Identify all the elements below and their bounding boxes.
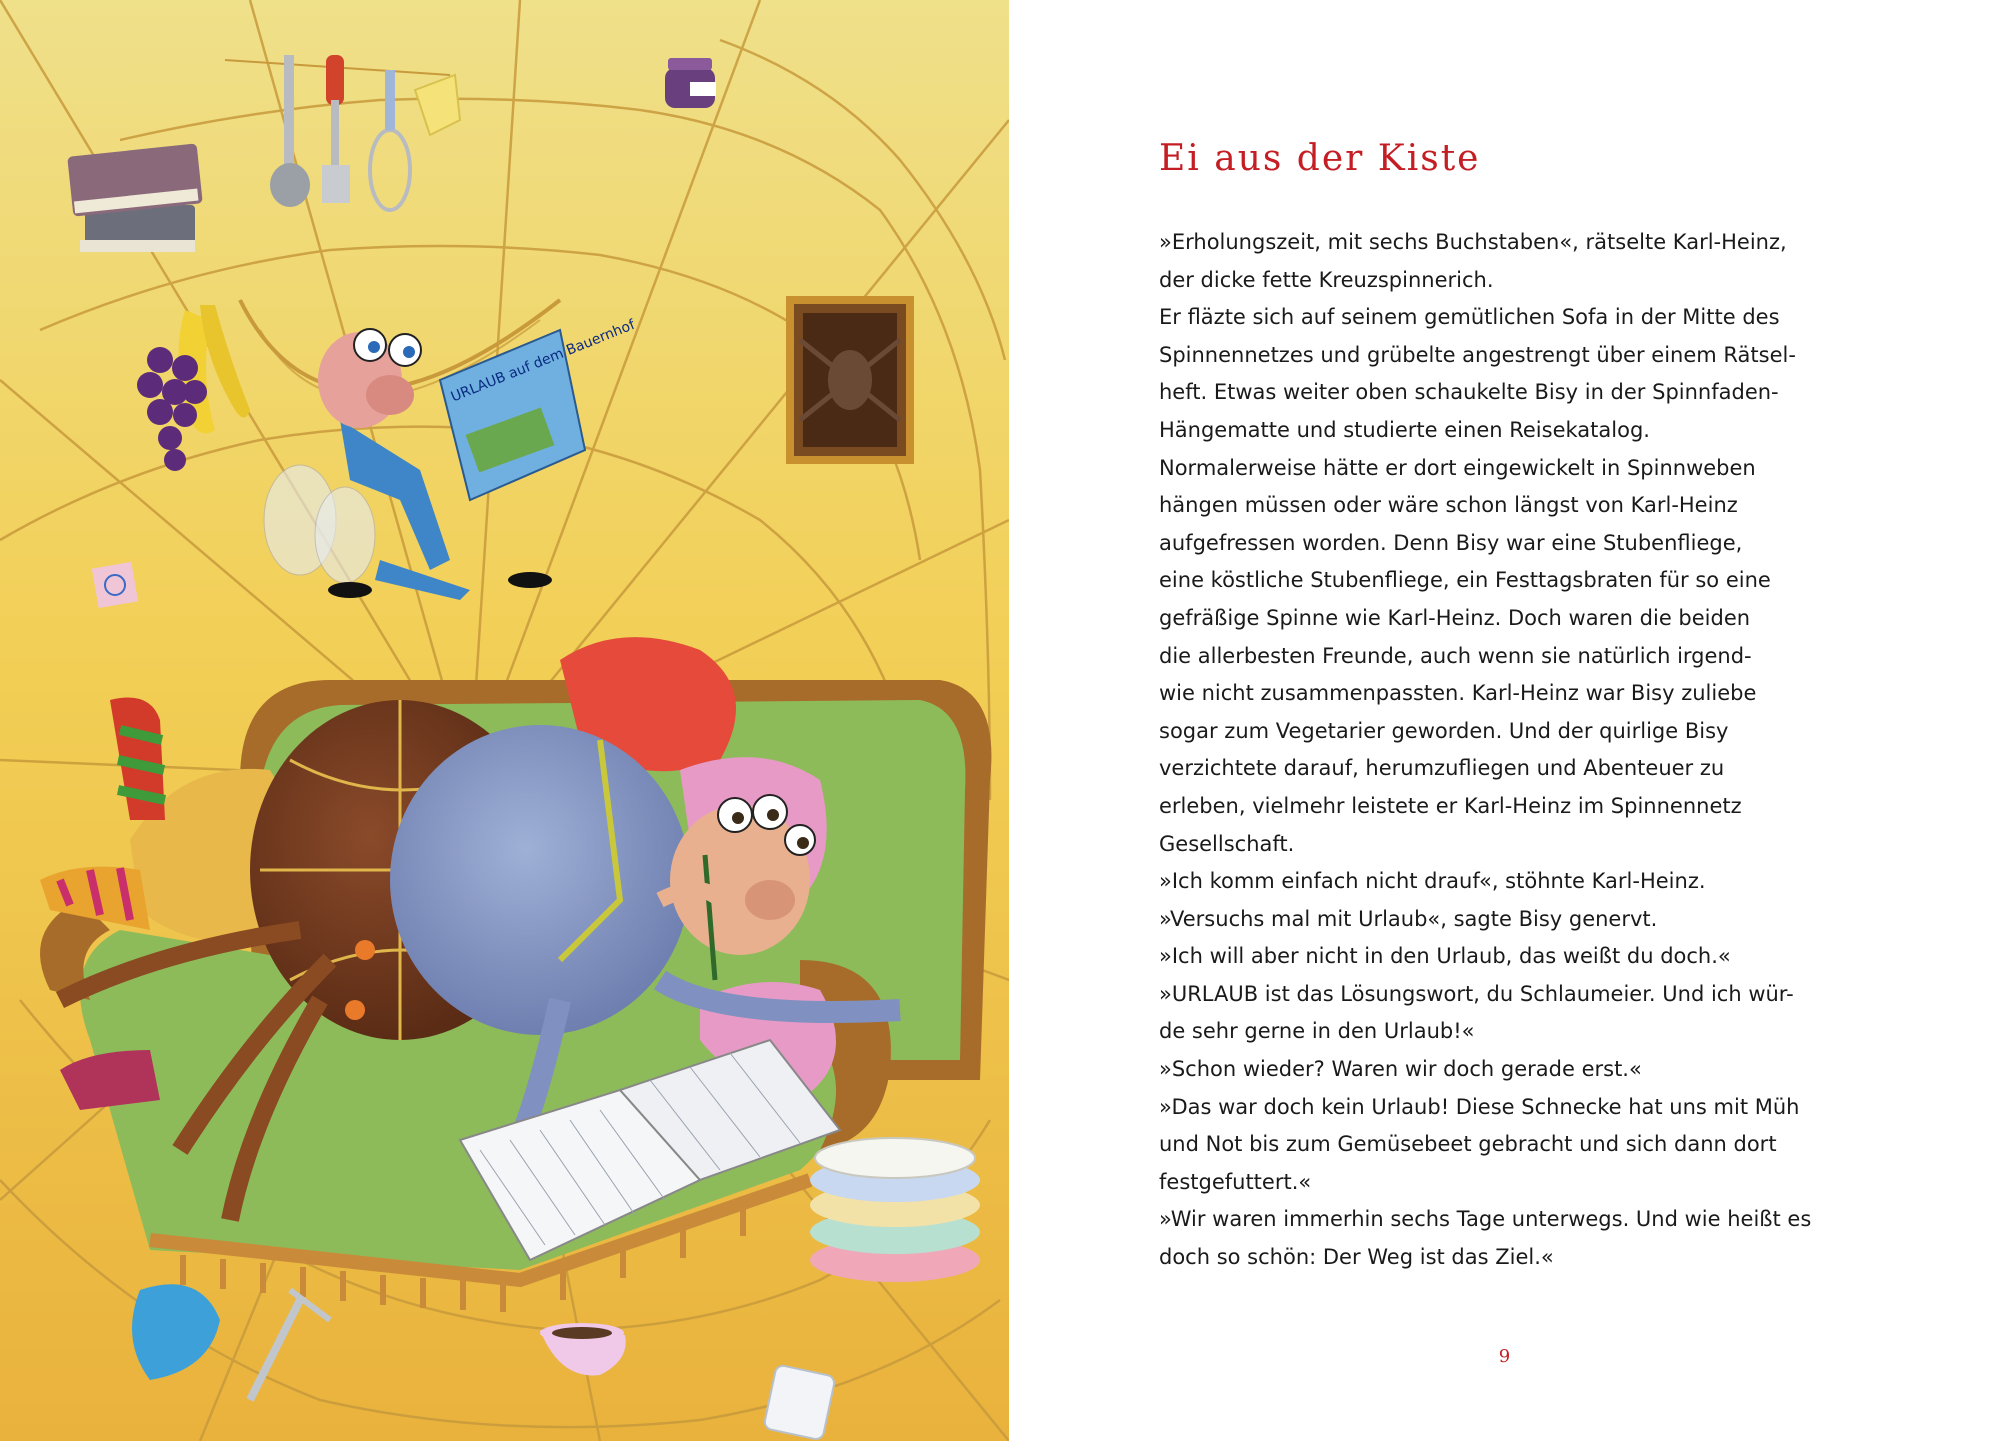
story-line: »Ich will aber nicht in den Urlaub, das weißt du doch.«: [1159, 944, 1731, 969]
story-line: heft. Etwas weiter oben schaukelte Bisy in der Spinnfaden-: [1159, 380, 1779, 405]
story-line: Gesellschaft.: [1159, 831, 1295, 856]
text-page: [1009, 0, 2000, 1441]
sticky-note: [92, 562, 138, 608]
story-line: Normalerweise hätte er dort eingewickelt in Spinnweben: [1159, 455, 1756, 480]
books: [67, 143, 203, 252]
story-line: erleben, vielmehr leistete er Karl-Heinz im Spinnennetz: [1159, 793, 1742, 818]
story-line: aufgefressen worden. Denn Bisy war eine Stubenfliege,: [1159, 530, 1743, 555]
story-line: »Ich komm einfach nicht drauf«, stöhnte Karl-Heinz.: [1159, 869, 1706, 894]
story-line: Hängematte und studierte einen Reisekatalog.: [1159, 417, 1650, 442]
story-line: »URLAUB ist das Lösungswort, du Schlaumeier. Und ich wür-: [1159, 981, 1794, 1006]
honey-jar: [665, 58, 716, 108]
story-line: »Das war doch kein Urlaub! Diese Schnecke hat uns mit Müh: [1159, 1094, 1800, 1119]
story-line: »Versuchs mal mit Urlaub«, sagte Bisy genervt.: [1159, 906, 1658, 931]
story-line: »Wir waren immerhin sechs Tage unterwegs. Und wie heißt es: [1159, 1207, 1812, 1232]
story-line: hängen müssen oder wäre schon längst von Karl-Heinz: [1159, 493, 1738, 518]
story-line: der dicke fette Kreuzspinnerich.: [1159, 267, 1494, 292]
story-line: »Schon wieder? Waren wir doch gerade erst.«: [1159, 1057, 1642, 1082]
story-line: gefräßige Spinne wie Karl-Heinz. Doch waren die beiden: [1159, 605, 1751, 630]
chapter-title: Ei aus der Kiste: [1159, 138, 1481, 179]
page-number: 9: [1498, 1346, 1511, 1367]
story-line: verzichtete darauf, herumzufliegen und Abenteuer zu: [1159, 756, 1725, 781]
story-line: de sehr gerne in den Urlaub!«: [1159, 1019, 1475, 1044]
story-text: [1159, 224, 1919, 1277]
story-line: Spinnennetzes und grübelte angestrengt über einem Rätsel-: [1159, 342, 1796, 367]
story-line: »Erholungszeit, mit sechs Buchstaben«, rätselte Karl-Heinz,: [1159, 230, 1787, 254]
story-line: festgefuttert.«: [1159, 1169, 1312, 1194]
story-line: wie nicht zusammenpassten. Karl-Heinz war Bisy zuliebe: [1159, 681, 1757, 706]
framed-spider-picture: [790, 300, 910, 460]
story-line: Er fläzte sich auf seinem gemütlichen Sofa in der Mitte des: [1159, 305, 1780, 330]
story-line: und Not bis zum Gemüsebeet gebracht und sich dann dort: [1159, 1132, 1777, 1157]
story-line: doch so schön: Der Weg ist das Ziel.«: [1159, 1245, 1554, 1270]
story-line: die allerbesten Freunde, auch wenn sie natürlich irgend-: [1159, 643, 1752, 668]
story-line: sogar zum Vegetarier geworden. Und der quirlige Bisy: [1159, 718, 1729, 743]
magazine-cover-text: URLAUB auf dem Bauernhof: [448, 316, 638, 406]
story-line: eine köstliche Stubenfliege, ein Festtagsbraten für so eine: [1159, 568, 1771, 593]
